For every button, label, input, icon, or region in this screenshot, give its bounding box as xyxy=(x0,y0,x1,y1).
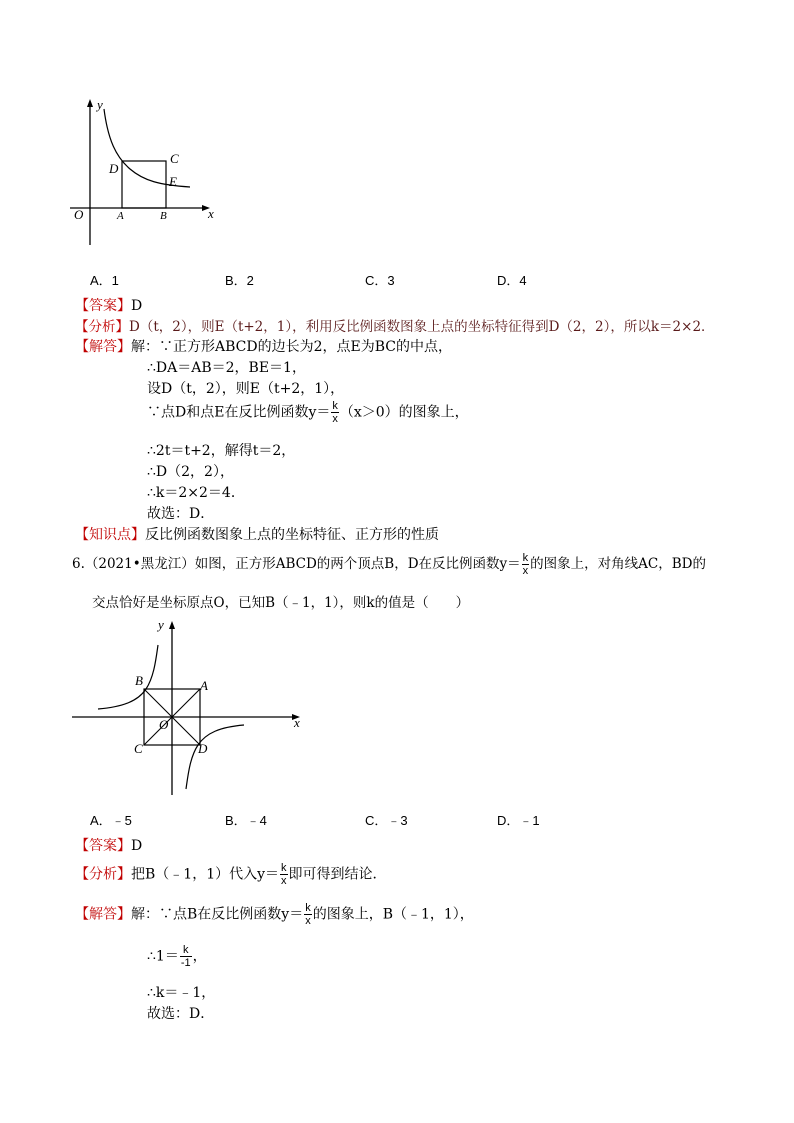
q6-sol1-num: k xyxy=(305,902,311,914)
q6-stem-den: x xyxy=(522,565,529,577)
q5-sol4-post: （x＞0）的图象上， xyxy=(339,404,469,421)
q6-solution-line2 xyxy=(147,944,207,969)
q5-solution-line5: ∴2t＝t+2，解得t＝2， xyxy=(147,443,296,459)
q6-stem-post: 的图象上，对角线AC，BD的 xyxy=(530,556,706,572)
q6-sol2-num: k xyxy=(180,944,192,957)
q6-stem-fraction xyxy=(522,552,530,577)
q5-solution-text1: 解：∵正方形ABCD的边长为2，点E为BC的中点， xyxy=(131,339,452,355)
q5-sol4-num: k xyxy=(332,400,338,412)
q6-answer-tag: 【答案】 xyxy=(75,838,131,854)
q5-solution-line7: ∴k＝2×2＝4． xyxy=(147,485,245,501)
q6-answer-value: D xyxy=(131,838,143,854)
q5-sol4-pre: ∵点D和点E在反比例函数y＝ xyxy=(147,404,331,421)
q6-label-d: D xyxy=(198,741,208,756)
q5-knowledge xyxy=(75,524,439,544)
q5-solution-tag: 【解答】 xyxy=(75,339,131,355)
q6-analysis-den: x xyxy=(281,875,287,887)
q6-stem-line1 xyxy=(72,552,706,577)
q6-sol1-fraction xyxy=(304,902,312,927)
q5-solution-line1 xyxy=(75,336,452,356)
q6-stem-pre: 6.（2021•黑龙江）如图，正方形ABCD的两个顶点B，D在反比例函数y＝ xyxy=(72,556,521,572)
q6-analysis-num: k xyxy=(281,862,287,874)
q6-sol2-post: ， xyxy=(192,948,207,965)
q5-analysis-tag: 【分析】 xyxy=(75,319,129,335)
q6-option-b: B．﹣4 xyxy=(225,813,267,828)
q5-answer xyxy=(75,295,142,315)
q6-solution-line1 xyxy=(75,902,474,927)
q6-option-d: D．﹣1 xyxy=(497,813,540,828)
q6-solution-line3: ∴k＝﹣1， xyxy=(147,985,216,1001)
q6-sol1-pre: 解：∵点B在反比例函数y＝ xyxy=(131,906,304,923)
q6-option-c: C．﹣3 xyxy=(365,813,408,828)
q5-label-x: x xyxy=(208,206,214,221)
q5-knowledge-text: 反比例函数图象上点的坐标特征、正方形的性质 xyxy=(145,527,439,543)
q5-knowledge-tag: 【知识点】 xyxy=(75,527,145,543)
q6-analysis-post: 即可得到结论． xyxy=(288,866,387,883)
q5-solution-line2: ∴DA＝AB＝2，BE＝1， xyxy=(147,360,306,376)
q5-answer-tag: 【答案】 xyxy=(75,298,131,314)
q6-sol1-post: 的图象上，B（﹣1，1）， xyxy=(312,906,474,923)
q6-y-arrow xyxy=(169,621,175,629)
q5-answer-value: D xyxy=(131,298,143,314)
q5-analysis-text: D（t，2），则E（t+2，1），利用反比例函数图象上点的坐标特征得到D（2，2），所以k＝2×2． xyxy=(129,319,715,335)
q6-label-c: C xyxy=(134,741,143,756)
q5-label-a: A xyxy=(117,210,124,222)
q5-figure xyxy=(60,95,230,255)
q5-label-d: D xyxy=(109,161,119,176)
q6-analysis-fraction xyxy=(280,862,288,887)
q5-label-c: C xyxy=(170,151,179,166)
q5-option-d: D．4 xyxy=(497,273,527,288)
q6-label-y: y xyxy=(158,617,164,632)
q6-analysis-tag: 【分析】 xyxy=(75,866,131,883)
q6-hyperbola-right xyxy=(186,725,244,789)
q6-stem-num: k xyxy=(522,552,529,564)
q5-label-e: E xyxy=(169,174,177,189)
q6-figure xyxy=(68,615,308,800)
q5-option-c: C．3 xyxy=(365,273,395,288)
q6-stem-line2: 交点恰好是坐标原点O，已知B（﹣1，1），则k的值是（ ） xyxy=(92,595,470,611)
q6-label-a: A xyxy=(200,678,208,693)
q6-analysis xyxy=(75,862,387,887)
q6-analysis-pre: 把B（﹣1，1）代入y＝ xyxy=(131,866,280,883)
q6-label-o: O xyxy=(159,717,169,732)
q5-sol4-fraction xyxy=(331,400,339,425)
q5-label-y: y xyxy=(97,97,103,112)
q5-option-a: A．1 xyxy=(90,273,119,288)
q6-sol2-fraction xyxy=(180,944,192,969)
q5-solution-line3: 设D（t，2），则E（t+2，1）， xyxy=(147,381,345,397)
q5-solution-line8: 故选：D． xyxy=(147,506,215,522)
q6-label-x: x xyxy=(294,715,300,730)
q5-label-o: O xyxy=(74,207,84,222)
q5-label-b: B xyxy=(160,210,167,222)
q6-solution-tag: 【解答】 xyxy=(75,906,131,923)
q6-option-a: A．﹣5 xyxy=(90,813,132,828)
q6-sol2-pre: ∴1＝ xyxy=(147,948,179,965)
q5-analysis xyxy=(75,315,715,335)
q6-hyperbola-left xyxy=(98,645,158,709)
q5-solution-line6: ∴D（2，2）， xyxy=(147,464,234,480)
q6-label-b: B xyxy=(135,673,143,688)
q6-sol2-den: -1 xyxy=(180,957,191,969)
q6-solution-line4: 故选：D． xyxy=(147,1006,215,1022)
q5-sol4-den: x xyxy=(332,413,338,425)
q5-option-b: B．2 xyxy=(225,273,254,288)
q6-answer xyxy=(75,835,142,855)
q5-solution-line4 xyxy=(147,400,469,425)
q5-y-arrow xyxy=(87,99,93,107)
q6-sol1-den: x xyxy=(305,915,311,927)
